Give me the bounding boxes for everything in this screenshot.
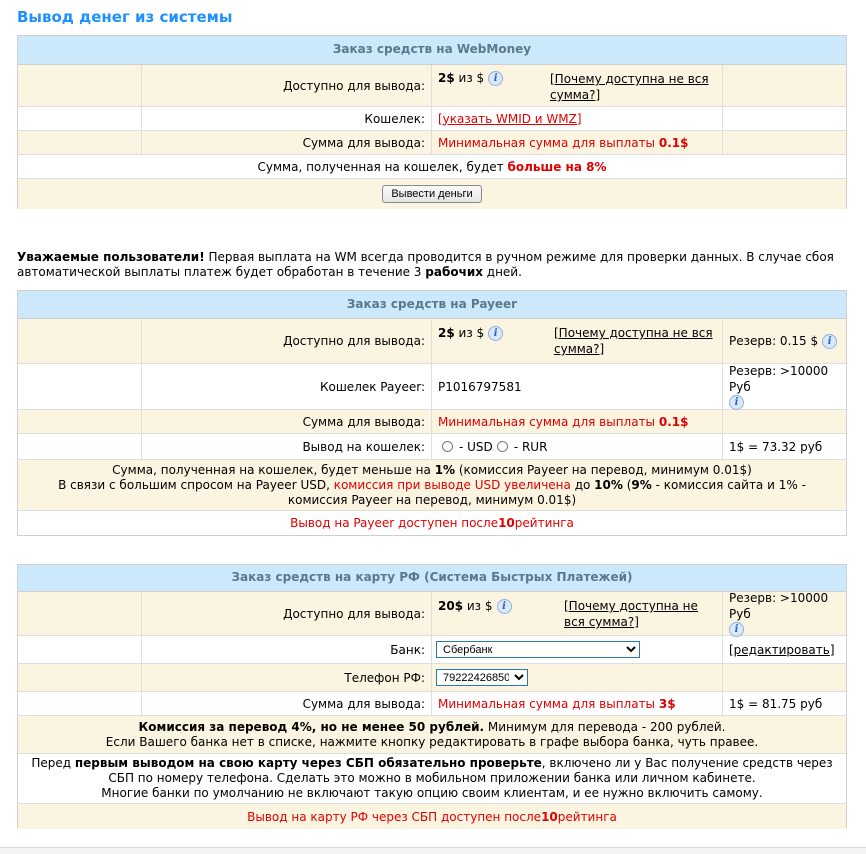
min-sum-value: 3$ (658, 696, 676, 711)
available-of: из $ (454, 71, 485, 85)
payeer-available-row (18, 319, 846, 364)
sbp-banks-default-text: Многие банки по умолчанию не включают такую опцию своим клиентам, и ее нужно включить самому. (101, 786, 763, 800)
payeer-usd-commission-line: В связи с большим спросом на Payeer USD, комиссия при выводе USD увеличена до 10% (9% - комиссия сайта и 1% - комиссия Payeer на перевод, минимум 0.01$) (58, 477, 806, 507)
available-amount: 2$ (438, 326, 455, 340)
reserve-usd: Резерв: 0.15 $ (729, 334, 819, 348)
available-label: Доступно для вывода: (142, 65, 432, 106)
payeer-panel (17, 290, 847, 536)
webmoney-wallet-row (18, 107, 846, 131)
min-sum-text: Минимальная сумма для выплаты (438, 135, 656, 150)
notice-text-end: дней. (482, 265, 522, 279)
payeer-sum-row (18, 410, 846, 434)
phone-select[interactable] (436, 669, 528, 686)
payeer-wallet-label: Кошелек Payeer: (142, 364, 432, 409)
available-label: Доступно для вывода: (142, 592, 432, 635)
payeer-wallet-row (18, 364, 846, 410)
min-sum-text: Минимальная сумма для выплаты (438, 414, 656, 429)
payeer-rating-note: Вывод на Payeer доступен после 10 рейтинга (290, 516, 574, 530)
payeer-panel-header: Заказ средств на Payeer (18, 291, 846, 319)
bank-missing-line: Если Вашего банка нет в списке, нажмите кнопку редактировать в графе выбора банка, чуть правее. (105, 734, 759, 749)
min-sum-value: 0.1$ (658, 135, 689, 150)
info-icon[interactable]: i (488, 71, 503, 86)
card-phone-row (18, 664, 846, 692)
webmoney-available-row (18, 65, 846, 107)
rur-radio[interactable] (497, 441, 508, 452)
available-label: Доступно для вывода: (142, 319, 432, 363)
min-sum-value: 0.1$ (658, 414, 689, 429)
card-panel-header: Заказ средств на карту РФ (Система Быстрых Платежей) (18, 565, 846, 592)
card-panel (17, 564, 847, 828)
bank-select[interactable] (436, 641, 640, 658)
payeer-rating-row (18, 511, 846, 535)
reserve-rub: Резерв: >10000 Руб (729, 364, 829, 394)
card-bank-row (18, 636, 846, 664)
available-amount: 20$ (438, 599, 464, 613)
first-payout-notice (17, 250, 847, 280)
min-sum-text: Минимальная сумма для выплаты (438, 696, 656, 711)
usd-rub-rate: 1$ = 81.75 руб (729, 696, 823, 711)
notice-bold-word: рабочих (425, 265, 483, 279)
webmoney-button-row (18, 179, 846, 209)
sum-label: Сумма для вывода: (142, 692, 432, 715)
why-not-all-link[interactable]: [Почему доступна не вся сумма?] (554, 326, 713, 356)
webmoney-panel (17, 35, 847, 209)
usd-rub-rate: 1$ = 73.32 руб (729, 439, 823, 454)
bank-label: Банк: (142, 636, 432, 663)
usd-radio[interactable] (442, 441, 453, 452)
wallet-label: Кошелек: (142, 107, 432, 130)
received-value: больше на 8% (507, 159, 607, 174)
sum-label: Сумма для вывода: (142, 410, 432, 433)
card-rating-note: Вывод на карту РФ через СБП доступен после 10 рейтинга (247, 809, 617, 824)
payeer-commission-line: Сумма, полученная на кошелек, будет меньше на 1% (комиссия Payeer на перевод, минимум 0.01$) (112, 462, 752, 477)
phone-label: Телефон РФ: (142, 664, 432, 691)
payeer-wallet-value: P1016797581 (432, 364, 723, 409)
available-amount: 2$ (438, 71, 455, 85)
available-of: из $ (463, 599, 493, 613)
reserve-rub: Резерв: >10000 Руб (729, 591, 829, 621)
card-commission-row (18, 716, 846, 754)
sum-label: Сумма для вывода: (142, 131, 432, 154)
webmoney-received-row (18, 155, 846, 179)
notice-text: Первая выплата на WM всегда проводится в ручном режиме для проверки данных. В случае сбоя автоматической выплаты платеж будет обработан в течение 3 (17, 250, 834, 279)
webmoney-sum-row (18, 131, 846, 155)
sbp-check-text: Перед первым выводом на свою карту через СБП обязательно проверьте, включено ли у Вас получение средств через СБП по номеру телефона. Сделать это можно в мобильном приложении банка или личном кабинете. (31, 756, 833, 785)
why-not-all-link[interactable]: [Почему доступна не вся сумма?] (550, 72, 709, 102)
info-icon[interactable]: i (729, 395, 744, 410)
set-wmid-wmz-link[interactable]: [указать WMID и WMZ] (438, 111, 582, 126)
usd-radio-label: - USD (459, 439, 493, 454)
edit-bank-link[interactable]: [редактировать] (729, 642, 835, 657)
available-of: из $ (454, 326, 485, 340)
notice-bold-start: Уважаемые пользователи! (17, 250, 205, 264)
webmoney-panel-header: Заказ средств на WebMoney (18, 36, 846, 65)
card-rating-row (18, 804, 846, 829)
received-text: Сумма, полученная на кошелек, будет (257, 159, 504, 174)
payeer-info-row (18, 460, 846, 511)
card-available-row (18, 592, 846, 636)
info-icon[interactable]: i (488, 326, 503, 341)
card-sum-row (18, 692, 846, 716)
rur-radio-label: - RUR (513, 439, 548, 454)
payeer-currency-row (18, 434, 846, 460)
card-sbp-check-row (18, 754, 846, 804)
info-icon[interactable]: i (822, 334, 837, 349)
withdraw-money-button[interactable]: Вывести деньги (382, 185, 481, 203)
to-wallet-label: Вывод на кошелек: (142, 434, 432, 459)
card-commission-line: Комиссия за перевод 4%, но не менее 50 рублей. Минимум для перевода - 200 рублей. (138, 719, 726, 734)
page-title: Вывод денег из системы (17, 8, 233, 26)
info-icon[interactable]: i (497, 599, 512, 614)
info-icon[interactable]: i (729, 622, 744, 637)
why-not-all-link[interactable]: [Почему доступна не вся сумма?] (564, 599, 698, 629)
